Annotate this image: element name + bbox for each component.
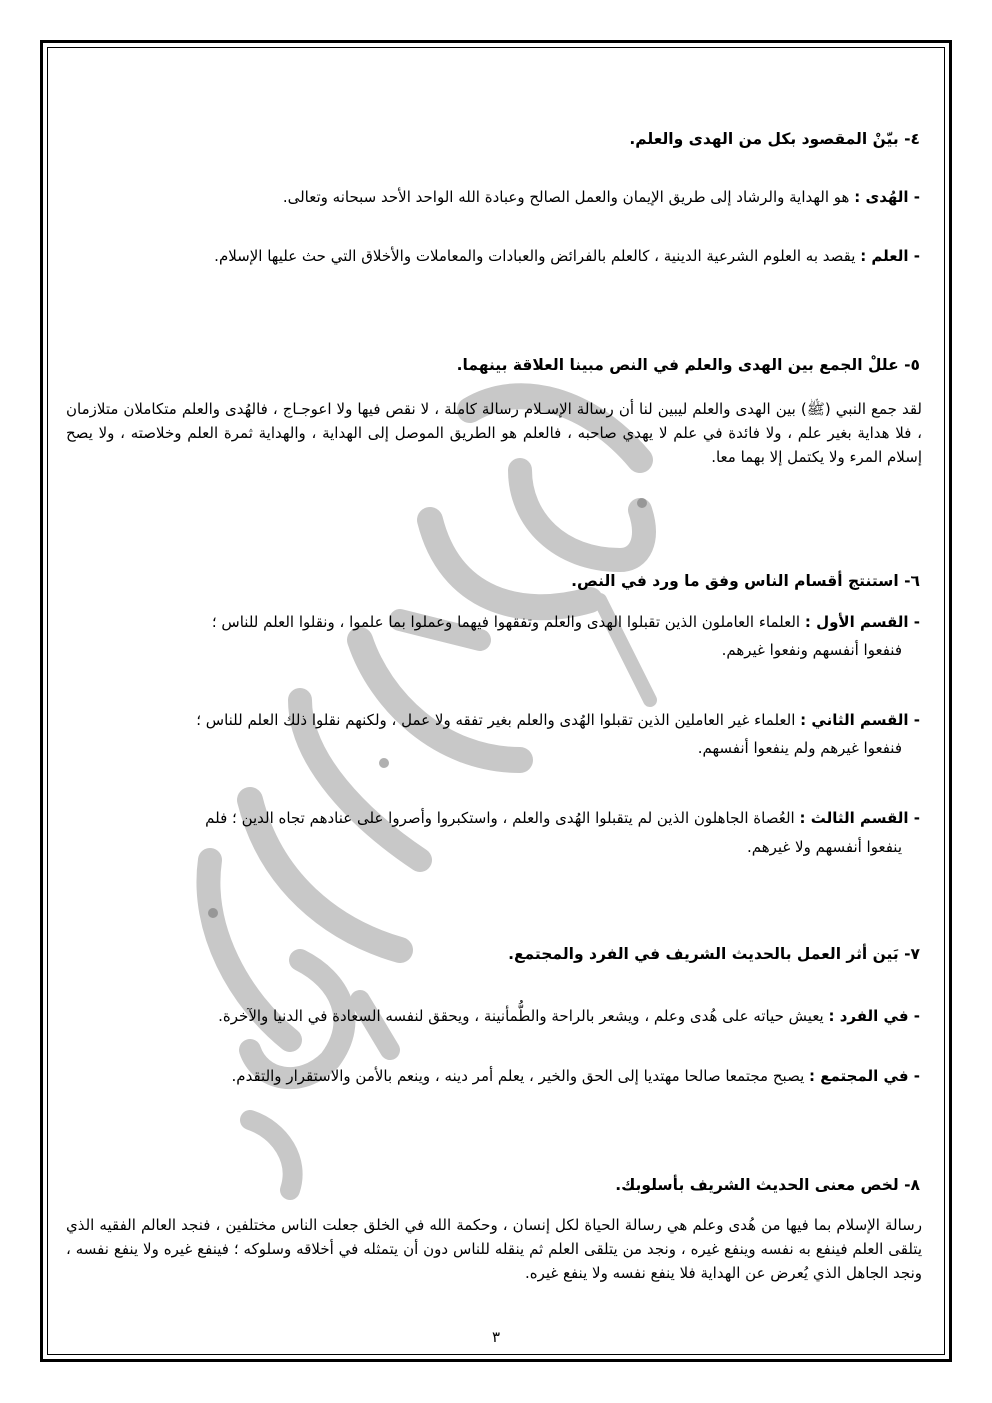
page-number: ٣ — [491, 1328, 501, 1346]
huda-text: هو الهداية والرشاد إلى طريق الإيمان والعمل الصالح وعبادة الله الواحد الأحد سبحانه وتعالى. — [282, 188, 855, 206]
second-section-continuation: فنفعوا غيرهم ولم ينفعوا أنفسهم. — [697, 739, 902, 757]
society-effect — [60, 1066, 920, 1086]
first-section — [60, 612, 920, 632]
second-section — [60, 710, 920, 730]
huda-term: - الهُدى : — [854, 188, 920, 206]
society-text: يصبح مجتمعا صالحا مهتديا إلى الحق والخير ، يعلم أمر دينه ، وينعم بالأمن والاستقرار والتقدم. — [231, 1067, 810, 1085]
ilm-term: - العلم : — [860, 247, 920, 265]
third-section-term: - القسم الثالث : — [799, 809, 920, 827]
society-term: - في المجتمع : — [809, 1067, 920, 1085]
document-page — [60, 0, 932, 1403]
third-section-continuation: ينفعوا أنفسهم ولا غيرهم. — [746, 838, 902, 856]
individual-text: يعيش حياته على هُدى وعلم ، ويشعر بالراحة والطُّمأنينة ، ويحقق لنفسه السعادة في الدنيا والآخرة. — [218, 1007, 829, 1025]
question-8-heading: ٨- لخص معنى الحديث الشريف بأسلوبك. — [615, 1176, 920, 1194]
individual-term: - في الفرد : — [828, 1007, 920, 1025]
individual-effect — [60, 1006, 920, 1026]
first-section-text: العلماء العاملون الذين تقبلوا الهدى والعلم وتفقهوا فيهما وعملوا بما علموا ، ونقلوا العلم للناس ؛ — [211, 613, 805, 631]
second-section-text: العلماء غير العاملين الذين تقبلوا الهُدى والعلم بغير تفقه ولا عمل ، ولكنهم نقلوا ذلك العلم للناس ؛ — [196, 711, 801, 729]
question-4-heading: ٤- بيّنْ المقصود بكل من الهدى والعلم. — [629, 130, 920, 148]
third-section — [60, 808, 920, 828]
ilm-text: يقصد به العلوم الشرعية الدينية ، كالعلم بالفرائض والعبادات والمعاملات والأخلاق التي حث عليها الإسلام. — [214, 247, 861, 265]
ilm-definition — [60, 246, 920, 266]
question-5-answer: لقد جمع النبي (ﷺ) بين الهدى والعلم ليبين لنا أن رسالة الإسـلام رسالة كاملة ، لا نقص فيها ولا اعوجـاج ، فالهُدى والعلم متكاملان متلازمان ، فلا هداية بغير علم ، ولا فائدة في علم لا يهدي صاحبه ، فالعلم هو الطريق الموصل إلى الهداية ، والهداية ثمرة العلم وخلاصته ، ولا يصح إسلام المرء ولا يكتمل إلا بهما معا. — [66, 400, 922, 466]
third-section-text: العُصاة الجاهلون الذين لم يتقبلوا الهُدى والعلم ، واستكبروا وأصروا على عنادهم تجاه الدين ؛ فلم — [205, 809, 800, 827]
huda-definition — [60, 187, 920, 207]
first-section-continuation: فنفعوا أنفسهم ونفعوا غيرهم. — [721, 641, 902, 659]
question-7-heading: ٧- بَين أثر العمل بالحديث الشريف في الفرد والمجتمع. — [508, 945, 920, 963]
question-5-heading: ٥- عللْ الجمع بين الهدى والعلم في النص مبينا العلاقة بينهما. — [456, 356, 920, 374]
question-6-heading: ٦- استنتج أقسام الناس وفق ما ورد في النص. — [571, 572, 920, 590]
question-8-answer: رسالة الإسلام بما فيها من هُدى وعلم هي رسالة الحياة لكل إنسان ، وحكمة الله في الخلق جعلت الناس مختلفين ، فنجد العالم الفقيه الذي يتلقى العلم فينفع به نفسه وينفع غيره ، ونجد من يتلقى العلم ثم ينقله للناس دون أن يتمثله في أخلاقه وسلوكه ؛ فينفع غيره ولا ينفع نفسه ، ونجد الجاهل الذي يُعرض عن الهداية فلا ينفع نفسه ولا ينفع غيره. — [66, 1216, 922, 1282]
second-section-term: - القسم الثاني : — [800, 711, 920, 729]
first-section-term: - القسم الأول : — [804, 613, 920, 631]
